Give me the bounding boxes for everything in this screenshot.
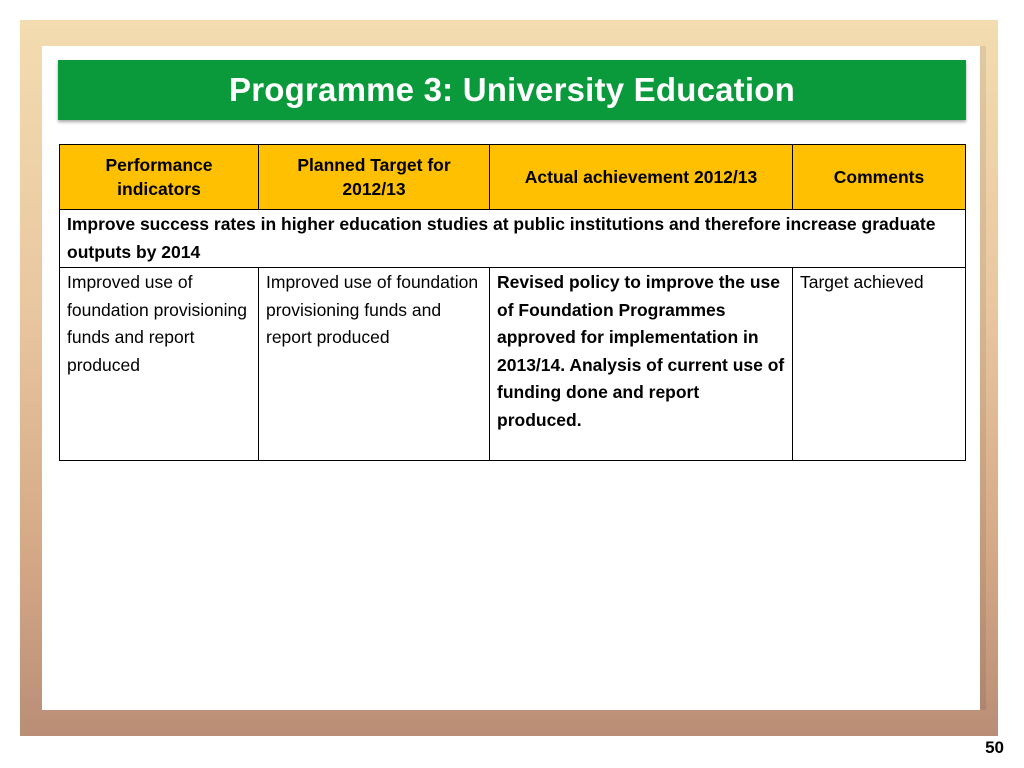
header-actual-achievement: Actual achievement 2012/13 [490, 145, 793, 210]
header-comments: Comments [793, 145, 966, 210]
header-planned-target: Planned Target for 2012/13 [259, 145, 490, 210]
slide-title: Programme 3: University Education [229, 71, 795, 108]
header-performance-indicators: Performance indicators [60, 145, 259, 210]
cell-comments: Target achieved [793, 268, 966, 461]
section-heading-row [60, 210, 966, 268]
table-header-row [60, 145, 966, 210]
title-bar [58, 60, 966, 120]
cell-achievement: Revised policy to improve the use of Foundation Programmes approved for implementation in 2013/14. Analysis of current use of funding done and report produced. [490, 268, 793, 461]
section-heading: Improve success rates in higher education studies at public institutions and therefore increase graduate outputs by 2014 [60, 210, 966, 268]
performance-table [59, 144, 966, 461]
page-number: 50 [985, 738, 1004, 757]
cell-indicator: Improved use of foundation provisioning funds and report produced [60, 268, 259, 461]
panel-shadow [980, 46, 986, 710]
table-row [60, 268, 966, 461]
cell-target: Improved use of foundation provisioning funds and report produced [259, 268, 490, 461]
